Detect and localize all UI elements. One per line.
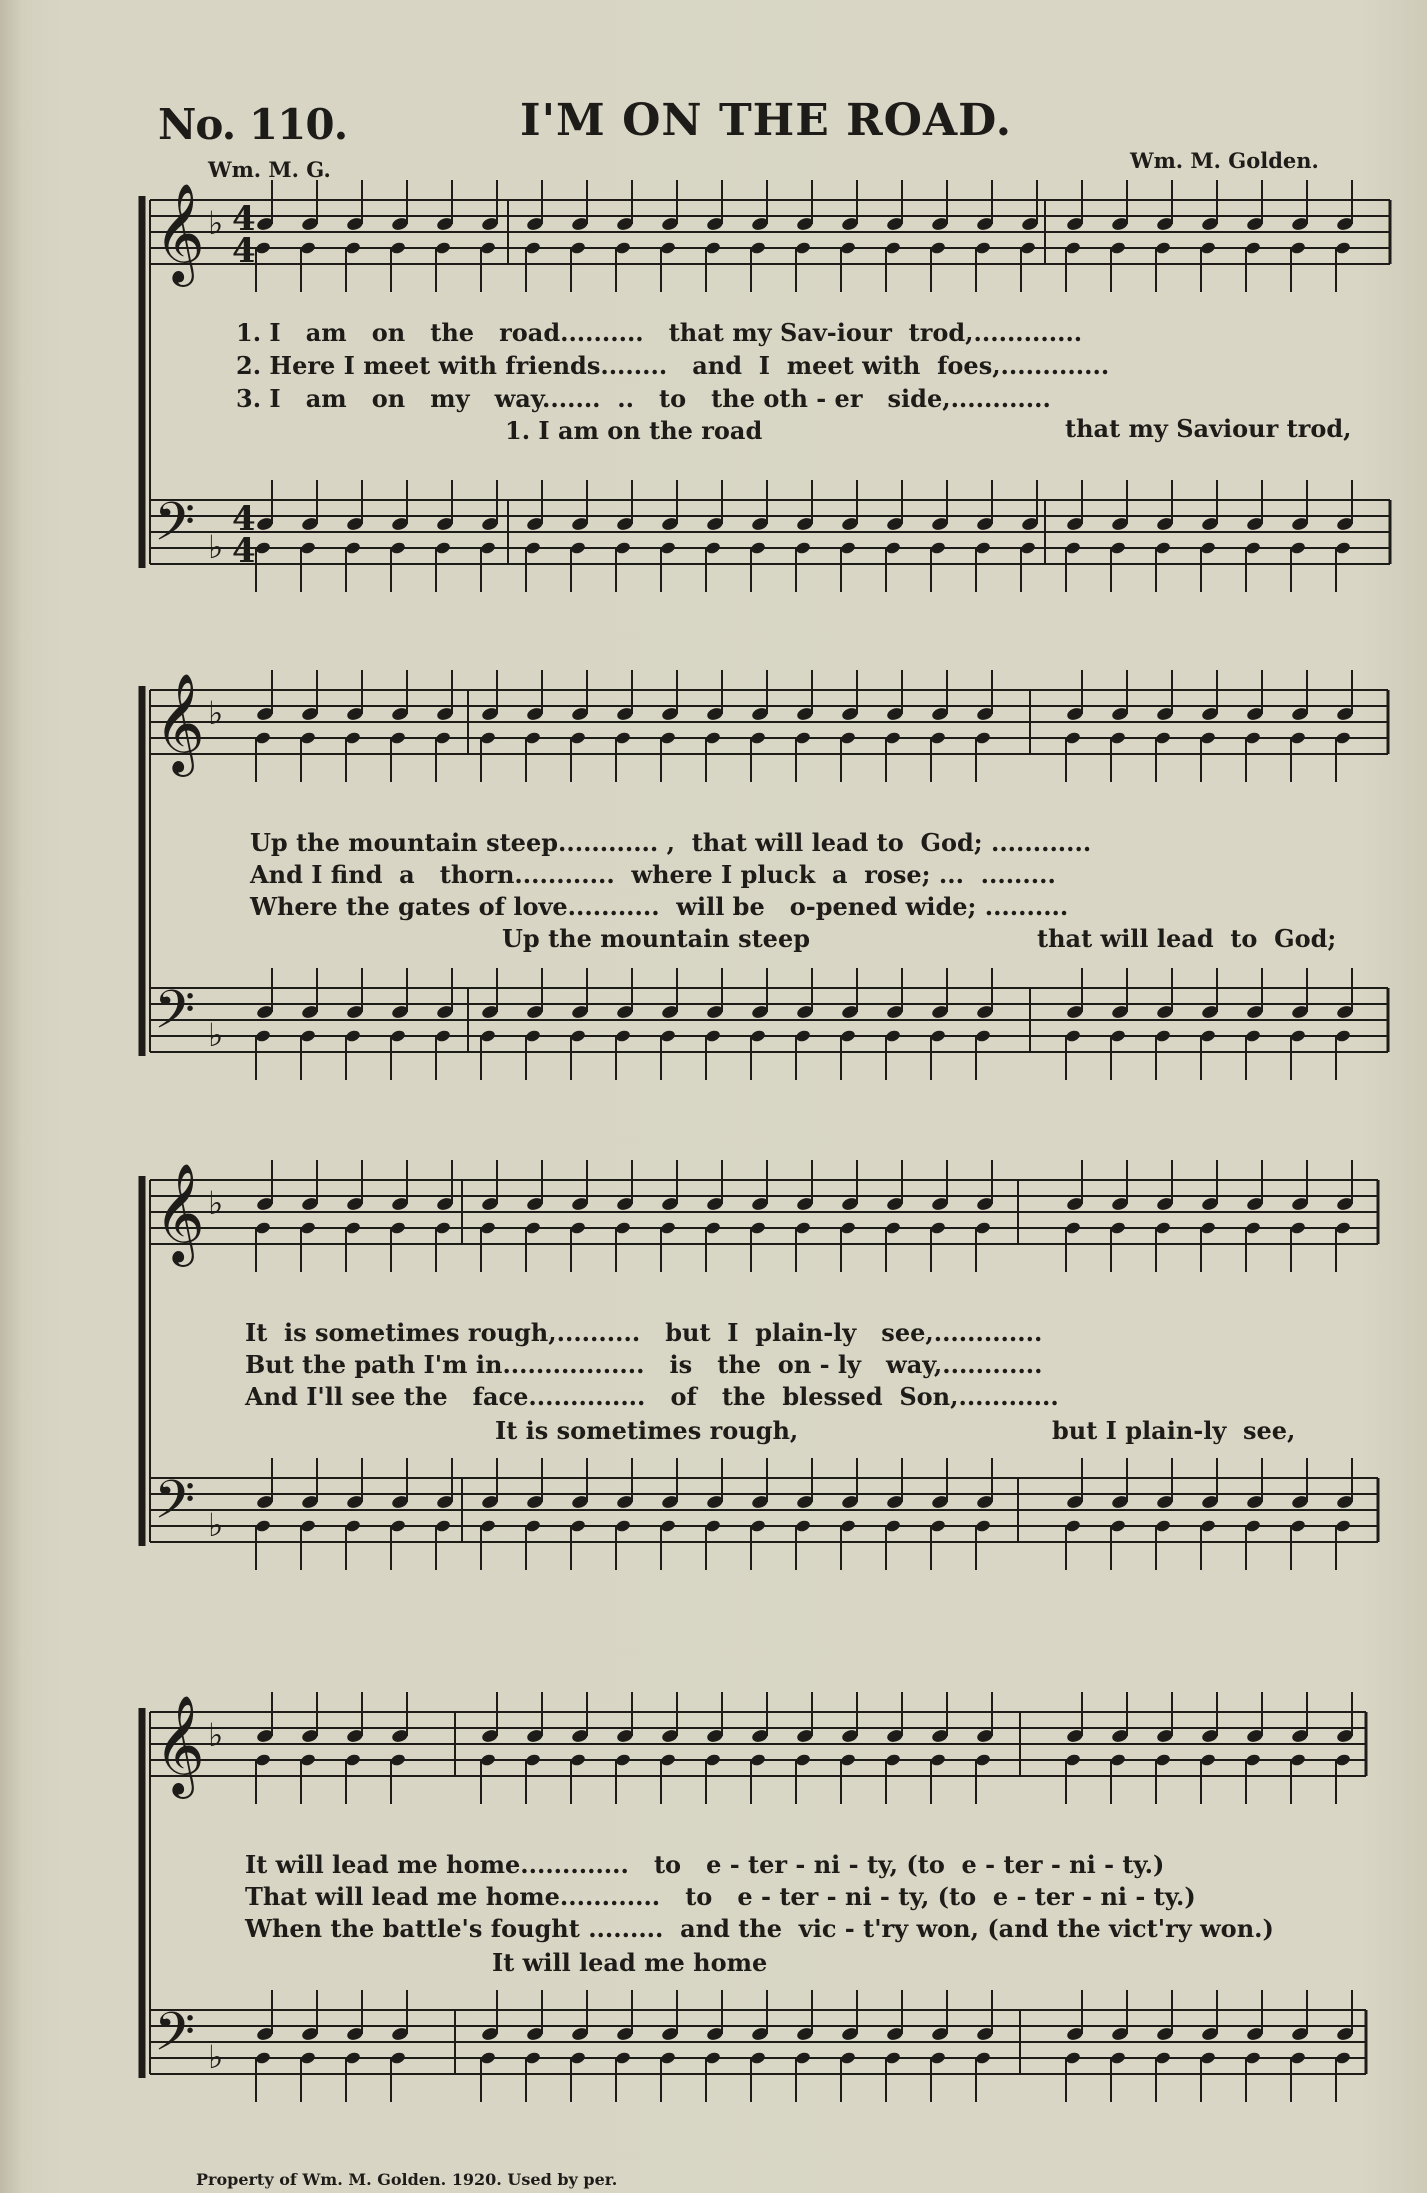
note-head [1245,1221,1262,1235]
note-head [525,1029,542,1043]
note-head [1065,241,1082,255]
note-head [390,541,407,555]
bass-clef-icon: 𝄢 [154,980,196,1054]
note-head [435,1221,452,1235]
note-head [1065,1753,1082,1767]
note-head [570,1029,587,1043]
note-head [435,541,452,555]
note-head [525,1221,542,1235]
note-head [705,731,722,745]
note-head [525,731,542,745]
hymn-title: I'M ON THE ROAD. [520,95,1013,146]
note-head [570,241,587,255]
note-head [1020,241,1037,255]
note-head [1245,2051,1262,2065]
note-head [975,541,992,555]
note-head [705,1753,722,1767]
treble-clef-icon: 𝄞 [154,1695,205,1795]
note-head [480,1519,497,1533]
note-head [615,241,632,255]
note-head [1110,241,1127,255]
note-head [1200,1753,1217,1767]
note-head [885,1753,902,1767]
note-head [390,731,407,745]
note-head [885,241,902,255]
note-head [1290,1519,1307,1533]
note-head [975,1519,992,1533]
note-head [615,731,632,745]
system2-verse3: Where the gates of love........... will be o-pened wide; .......... [250,892,1069,921]
note-head [1065,2051,1082,2065]
note-head [255,1221,272,1235]
note-head [390,2051,407,2065]
note-head [750,1753,767,1767]
system1-verse1: 1. I am on the road.......... that my Sav-iour trod,............. [236,318,1083,347]
note-head [750,541,767,555]
flat-icon: ♭ [208,1506,224,1544]
flat-icon: ♭ [208,1716,224,1754]
note-head [615,1221,632,1235]
time-signature: 4 [232,199,256,239]
note-head [1200,1519,1217,1533]
note-head [480,1029,497,1043]
note-head [345,1753,362,1767]
note-head [255,241,272,255]
system3-bass-line1: It is sometimes rough, [495,1416,799,1445]
note-head [1155,1029,1172,1043]
flat-icon: ♭ [208,694,224,732]
note-head [525,1753,542,1767]
note-head [480,1753,497,1767]
note-head [1290,1029,1307,1043]
note-head [1335,541,1352,555]
system4-bass-line1: It will lead me home [492,1948,768,1977]
note-head [1200,731,1217,745]
system4-verse2: That will lead me home............ to e - ter - ni - ty, (to e - ter - ni - ty.) [245,1882,1196,1911]
note-head [390,241,407,255]
note-head [615,541,632,555]
note-head [345,1519,362,1533]
note-head [930,1029,947,1043]
note-head [1245,1519,1262,1533]
note-head [570,2051,587,2065]
treble-clef-icon: 𝄞 [154,1163,205,1263]
hymn-number: No. 110. [158,100,348,149]
note-head [840,731,857,745]
note-head [615,1029,632,1043]
note-head [1245,731,1262,745]
note-head [615,1519,632,1533]
note-head [480,241,497,255]
note-head [1155,541,1172,555]
note-head [1335,1221,1352,1235]
note-head [435,731,452,745]
note-head [840,2051,857,2065]
note-head [570,541,587,555]
note-head [705,1519,722,1533]
note-head [1155,1753,1172,1767]
note-head [615,2051,632,2065]
note-head [1155,241,1172,255]
note-head [930,1753,947,1767]
note-head [885,1221,902,1235]
system4-verse3: When the battle's fought ......... and the vic - t'ry won, (and the vict'ry won.) [245,1914,1274,1943]
note-head [300,731,317,745]
note-head [390,1029,407,1043]
note-head [525,241,542,255]
note-head [300,541,317,555]
note-head [255,541,272,555]
note-head [885,731,902,745]
note-head [1065,1221,1082,1235]
flat-icon: ♭ [208,1184,224,1222]
note-head [750,1221,767,1235]
note-head [885,541,902,555]
note-head [255,1519,272,1533]
system2-verse1: Up the mountain steep............ , that will lead to God; ............ [250,828,1092,857]
note-head [345,241,362,255]
note-head [255,1753,272,1767]
treble-clef-icon: 𝄞 [154,673,205,773]
note-head [435,1519,452,1533]
note-head [525,1519,542,1533]
note-head [750,241,767,255]
note-head [705,1221,722,1235]
treble-clef-icon: 𝄞 [154,183,205,283]
note-head [300,1753,317,1767]
note-head [840,541,857,555]
note-head [660,541,677,555]
note-head [345,1221,362,1235]
system3-verse2: But the path I'm in................. is the on - ly way,............ [245,1350,1043,1379]
time-signature: 4 [232,499,256,539]
note-head [975,1221,992,1235]
note-head [480,1221,497,1235]
note-head [975,1029,992,1043]
flat-icon: ♭ [208,204,224,242]
note-head [1245,1029,1262,1043]
note-head [1110,731,1127,745]
note-head [1290,731,1307,745]
note-head [930,541,947,555]
note-head [705,241,722,255]
note-head [975,241,992,255]
note-head [1110,1519,1127,1533]
note-head [1290,1221,1307,1235]
note-head [570,731,587,745]
bass-clef-icon: 𝄢 [154,2002,196,2076]
note-head [435,1029,452,1043]
note-head [885,1029,902,1043]
note-head [1200,241,1217,255]
system3-verse3: And I'll see the face.............. of the blessed Son,............ [245,1382,1059,1411]
system3-verse1: It is sometimes rough,.......... but I plain-ly see,............. [245,1318,1043,1347]
note-head [840,1029,857,1043]
note-head [480,731,497,745]
note-head [1155,1519,1172,1533]
composer: Wm. M. Golden. [1130,148,1319,173]
lyricist: Wm. M. G. [208,157,331,182]
note-head [1335,1753,1352,1767]
note-head [390,1519,407,1533]
system2-bass-line1: Up the mountain steep [502,924,811,953]
system3-bass-line2: but I plain-ly see, [1052,1416,1296,1445]
note-head [840,1519,857,1533]
note-head [795,1221,812,1235]
note-head [975,1753,992,1767]
note-head [570,1519,587,1533]
note-head [660,731,677,745]
note-head [1245,541,1262,555]
flat-icon: ♭ [208,1016,224,1054]
note-head [930,731,947,745]
note-head [300,241,317,255]
note-head [1290,541,1307,555]
note-head [795,1753,812,1767]
note-head [1110,1753,1127,1767]
system2-verse2: And I find a thorn............ where I pluck a rose; ... ......... [250,860,1056,889]
note-head [1335,2051,1352,2065]
copyright-footer: Property of Wm. M. Golden. 1920. Used by per. [196,2170,618,2189]
note-head [750,1519,767,1533]
note-head [750,2051,767,2065]
time-signature: 4 [232,231,256,271]
note-head [840,241,857,255]
note-head [795,731,812,745]
note-head [525,541,542,555]
flat-icon: ♭ [208,528,224,566]
note-head [525,2051,542,2065]
note-head [795,1519,812,1533]
note-head [1335,241,1352,255]
note-head [1065,1029,1082,1043]
note-head [1110,2051,1127,2065]
time-signature: 4 [232,531,256,571]
system1-bass-line2: that my Saviour trod, [1065,414,1352,443]
note-head [300,1029,317,1043]
note-head [1155,731,1172,745]
flat-icon: ♭ [208,2038,224,2076]
note-head [345,2051,362,2065]
note-head [660,1753,677,1767]
note-head [1245,1753,1262,1767]
note-head [345,541,362,555]
bass-clef-icon: 𝄢 [154,492,196,566]
note-head [885,2051,902,2065]
note-head [435,241,452,255]
note-head [1065,541,1082,555]
note-head [1065,731,1082,745]
note-head [1335,1029,1352,1043]
note-head [1290,2051,1307,2065]
note-head [1200,541,1217,555]
note-head [1200,1221,1217,1235]
system1-verse3: 3. I am on my way....... .. to the oth - er side,............ [236,384,1051,413]
note-head [795,241,812,255]
note-head [975,2051,992,2065]
note-head [300,1519,317,1533]
note-head [795,1029,812,1043]
note-head [1155,2051,1172,2065]
note-head [840,1753,857,1767]
note-head [750,1029,767,1043]
note-head [930,2051,947,2065]
bass-clef-icon: 𝄢 [154,1470,196,1544]
system1-bass-line1: 1. I am on the road [505,416,763,445]
note-head [705,541,722,555]
note-head [255,731,272,745]
note-head [345,731,362,745]
note-head [480,541,497,555]
note-head [660,1029,677,1043]
note-head [1245,241,1262,255]
note-head [840,1221,857,1235]
note-head [1155,1221,1172,1235]
note-head [660,1221,677,1235]
system2-bass-line2: that will lead to God; [1037,924,1337,953]
note-head [390,1221,407,1235]
note-head [660,1519,677,1533]
note-head [930,241,947,255]
note-head [570,1221,587,1235]
note-head [480,2051,497,2065]
note-head [255,2051,272,2065]
note-head [1200,1029,1217,1043]
system1-verse2: 2. Here I meet with friends........ and I meet with foes,............. [236,351,1110,380]
note-head [660,241,677,255]
system4-verse1: It will lead me home............. to e - ter - ni - ty, (to e - ter - ni - ty.) [245,1850,1165,1879]
note-head [255,1029,272,1043]
note-head [615,1753,632,1767]
note-head [1200,2051,1217,2065]
note-head [300,2051,317,2065]
note-head [1110,1029,1127,1043]
note-head [390,1753,407,1767]
note-head [930,1221,947,1235]
note-head [930,1519,947,1533]
note-head [885,1519,902,1533]
note-head [1290,241,1307,255]
note-head [1020,541,1037,555]
note-head [1335,1519,1352,1533]
note-head [1290,1753,1307,1767]
note-head [795,2051,812,2065]
note-head [705,2051,722,2065]
note-head [1110,541,1127,555]
note-head [1065,1519,1082,1533]
note-head [795,541,812,555]
note-head [660,2051,677,2065]
note-head [300,1221,317,1235]
note-head [1110,1221,1127,1235]
note-head [705,1029,722,1043]
note-head [975,731,992,745]
note-head [1335,731,1352,745]
note-head [750,731,767,745]
note-head [570,1753,587,1767]
note-head [345,1029,362,1043]
